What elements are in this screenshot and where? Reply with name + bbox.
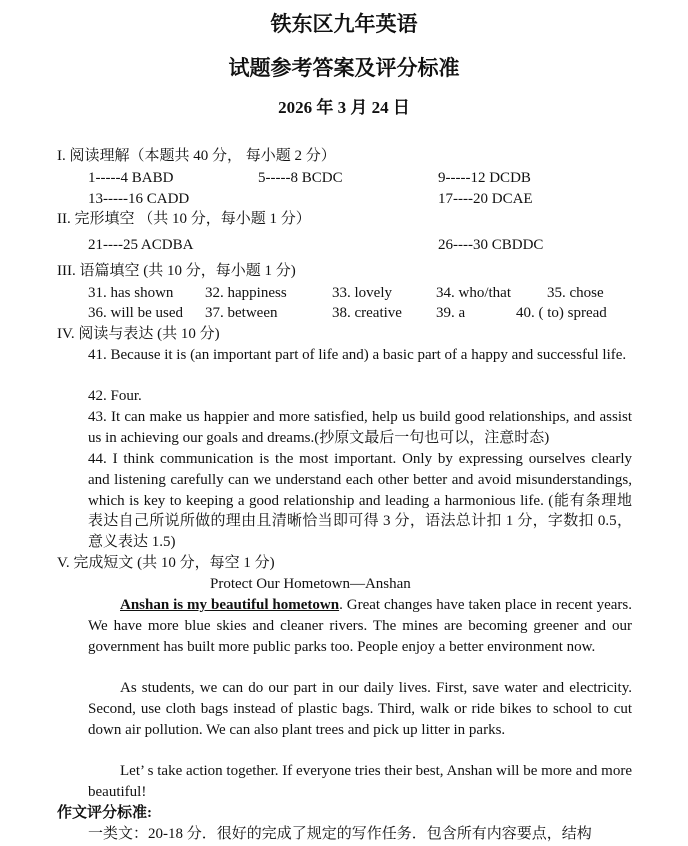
- underlined-answer: Anshan is my beautiful hometown: [120, 597, 340, 613]
- section-title: III. 语篇填空 (共 10 分，每小题 1 分): [57, 263, 296, 279]
- answer-item: 33. lovely: [332, 285, 392, 301]
- essay-paragraph-3: Let’ s take action together. If everyone tries their best, Anshan will be more and more beautiful!: [88, 763, 632, 800]
- essay-paragraph-1: [88, 595, 632, 657]
- answer-item: 34. who/that: [436, 285, 511, 301]
- answer-42: 42. Four.: [88, 388, 142, 404]
- grading-line: 一类文：20-18 分．很好的完成了规定的写作任务．包含所有内容要点，结构: [88, 826, 592, 842]
- essay-title: Protect Our Hometown—Anshan: [210, 576, 411, 592]
- answer-item: 39. a: [436, 305, 466, 321]
- answer-item: 37. between: [205, 305, 278, 321]
- paragraph-text: . Great changes have taken place in recent years. We have more blue skies and cleaner rivers. The mines are becoming greener and our government has built more public parks too. People enjoy a better environment now.: [88, 597, 632, 655]
- answer-item: 32. happiness: [205, 285, 287, 301]
- section-title: II. 完形填空 （共 10 分，每小题 1 分）: [57, 211, 311, 227]
- grading-title: 作文评分标准:: [57, 805, 152, 821]
- essay-paragraph-2: As students, we can do our part in our daily lives. First, save water and electricity. Second, use cloth bags instead of plastic bags. Third, walk or ride bikes to school to cut down air pollution. We can also plant trees and pick up litter in parks.: [88, 680, 632, 738]
- answer-item: 36. will be used: [88, 305, 183, 321]
- doc-subtitle: 试题参考答案及评分标准: [228, 56, 460, 80]
- answer-item: 31. has shown: [88, 285, 174, 301]
- answer-group: 17----20 DCAE: [438, 191, 533, 207]
- answer-43: 43. It can make us happier and more satisfied, help us build good relationships, and assist us in achieving our goals and dreams.(抄原文最后一句也可以，注意时态): [88, 409, 632, 446]
- section-title: IV. 阅读与表达 (共 10 分): [57, 326, 220, 342]
- section-title: V. 完成短文 (共 10 分，每空 1 分): [57, 555, 275, 571]
- answer-group: 1-----4 BABD: [88, 170, 174, 186]
- answer-44: 44. I think communication is the most important. Only by expressing ourselves clearly and listening carefully can we understand each other better and avoid misunderstandings, which is key to keeping a good relationship and leading a harmonious life. (能有条理地表达自己所说所做的理由且清晰恰当即可得 3 分，语法总计扣 1 分，字数扣 0.5， 意义表达 1.5): [88, 451, 632, 551]
- answer-group: 5-----8 BCDC: [258, 170, 343, 186]
- answer-group: 26----30 CBDDC: [438, 237, 544, 253]
- answer-group: 21----25 ACDBA: [88, 237, 194, 253]
- answer-item: 38. creative: [332, 305, 402, 321]
- answer-41: 41. Because it is (an important part of life and) a basic part of a happy and successful life.: [88, 347, 627, 363]
- answer-group: 13-----16 CADD: [88, 191, 190, 207]
- section-title: I. 阅读理解（本题共 40 分， 每小题 2 分）: [57, 148, 336, 164]
- answer-item: 40. ( to) spread: [516, 305, 607, 321]
- answer-item: 35. chose: [547, 285, 604, 301]
- doc-title: 铁东区九年英语: [270, 12, 418, 36]
- answer-group: 9-----12 DCDB: [438, 170, 531, 186]
- doc-date: 2026 年 3 月 24 日: [278, 98, 410, 117]
